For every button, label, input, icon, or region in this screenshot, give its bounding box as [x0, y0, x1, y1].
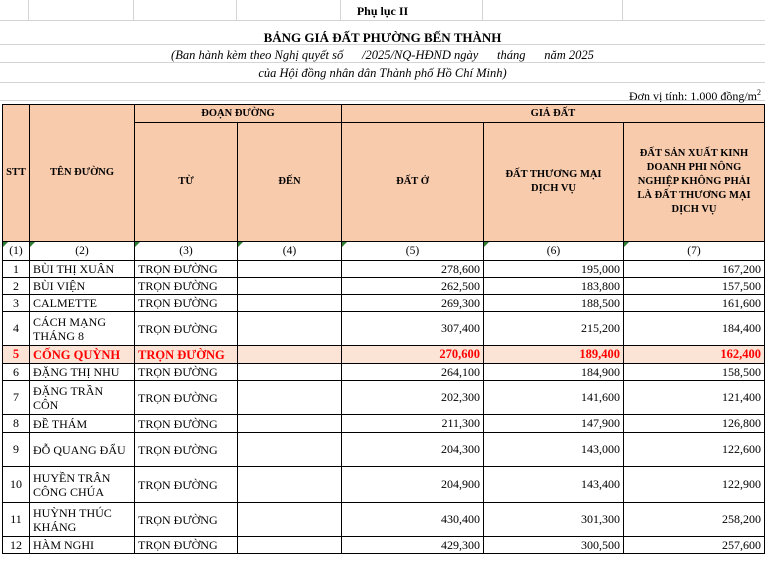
cell-dat-tmdv: 147,900 [484, 415, 624, 433]
cell-dat-tmdv: 143,400 [484, 467, 624, 503]
cell-dat-o: 307,400 [342, 312, 484, 346]
cell-dat-o: 430,400 [342, 503, 484, 537]
cell-dat-sxkd: 167,200 [624, 261, 765, 278]
cell-den [238, 381, 342, 415]
cell-dat-o: 204,300 [342, 433, 484, 467]
table-row [3, 261, 765, 278]
cell-tu: TRỌN ĐƯỜNG [135, 467, 238, 503]
cell-dat-sxkd: 122,900 [624, 467, 765, 503]
table-row-highlighted [3, 346, 765, 364]
cell-den [238, 295, 342, 312]
header-ten-duong: TÊN ĐƯỜNG [30, 105, 135, 242]
document-title: BẢNG GIÁ ĐẤT PHƯỜNG BẾN THÀNH [263, 30, 502, 45]
cell-den [238, 415, 342, 433]
header-gia-dat: GIÁ ĐẤT [342, 105, 765, 123]
header-tu: TỪ [135, 123, 238, 242]
cell-ten-duong: CỐNG QUỲNH [30, 346, 135, 364]
cell-den [238, 346, 342, 364]
cell-ten-duong: ĐẶNG TRẦN CÔN [30, 381, 135, 415]
cell-stt: 3 [3, 295, 30, 312]
cell-dat-o: 270,600 [342, 346, 484, 364]
cell-dat-tmdv: 195,000 [484, 261, 624, 278]
cell-ten-duong: BÙI VIỆN [30, 278, 135, 295]
col-number-text: (3) [179, 245, 193, 257]
cell-tu: TRỌN ĐƯỜNG [135, 415, 238, 433]
cell-dat-o: 264,100 [342, 364, 484, 381]
table-row [3, 433, 765, 467]
cell-tu: TRỌN ĐƯỜNG [135, 381, 238, 415]
unit-superscript: 2 [757, 88, 761, 97]
col-number [135, 242, 238, 261]
cell-ten-duong: HÀM NGHI [30, 537, 135, 554]
cell-ten-duong: HUỲNH THÚC KHÁNG [30, 503, 135, 537]
column-number-row [3, 242, 765, 261]
gridline [0, 82, 765, 83]
header-den: ĐẾN [238, 123, 342, 242]
header-dat-tmdv: ĐẤT THƯƠNG MẠI DỊCH VỤ [484, 123, 624, 242]
cell-dat-sxkd: 161,600 [624, 295, 765, 312]
col-number [624, 242, 765, 261]
cell-ten-duong: CALMETTE [30, 295, 135, 312]
table-row [3, 312, 765, 346]
cell-den [238, 312, 342, 346]
cell-stt: 4 [3, 312, 30, 346]
table-row [3, 364, 765, 381]
cell-ten-duong: CÁCH MẠNG THÁNG 8 [30, 312, 135, 346]
cell-den [238, 537, 342, 554]
col-number [30, 242, 135, 261]
cell-dat-sxkd: 121,400 [624, 381, 765, 415]
cell-den [238, 467, 342, 503]
cell-stt: 5 [3, 346, 30, 364]
cell-dat-o: 204,900 [342, 467, 484, 503]
table-row [3, 467, 765, 503]
cell-dat-sxkd: 122,600 [624, 433, 765, 467]
table-row [3, 295, 765, 312]
cell-dat-tmdv: 188,500 [484, 295, 624, 312]
cell-tu: TRỌN ĐƯỜNG [135, 364, 238, 381]
cell-dat-tmdv: 184,900 [484, 364, 624, 381]
table-row [3, 537, 765, 554]
cell-dat-sxkd: 257,600 [624, 537, 765, 554]
cell-tu: TRỌN ĐƯỜNG [135, 537, 238, 554]
cell-dat-tmdv: 215,200 [484, 312, 624, 346]
cell-dat-sxkd: 162,400 [624, 346, 765, 364]
unit-label [629, 88, 761, 104]
cell-stt: 8 [3, 415, 30, 433]
price-table [2, 104, 765, 554]
header-stt: STT [3, 105, 30, 242]
cell-tu: TRỌN ĐƯỜNG [135, 261, 238, 278]
document-subtitle: của Hội đồng nhân dân Thành phố Hồ Chí Minh) [258, 66, 507, 80]
appendix-label: Phụ lục II [356, 4, 409, 18]
col-number-text: (5) [405, 245, 420, 257]
cell-dat-o: 211,300 [342, 415, 484, 433]
col-number-text: (1) [9, 245, 23, 257]
cell-dat-sxkd: 258,200 [624, 503, 765, 537]
document-subtitle: (Ban hành kèm theo Nghị quyết số /2025/NQ-HĐND ngày tháng năm 2025 [171, 48, 594, 62]
table-row [3, 381, 765, 415]
cell-stt: 7 [3, 381, 30, 415]
cell-dat-o: 202,300 [342, 381, 484, 415]
cell-dat-o: 262,500 [342, 278, 484, 295]
cell-dat-sxkd: 184,400 [624, 312, 765, 346]
cell-dat-sxkd: 157,500 [624, 278, 765, 295]
cell-ten-duong: BÙI THỊ XUÂN [30, 261, 135, 278]
cell-stt: 6 [3, 364, 30, 381]
cell-stt: 1 [3, 261, 30, 278]
col-number-text: (7) [687, 245, 701, 257]
col-number [238, 242, 342, 261]
cell-dat-o: 429,300 [342, 537, 484, 554]
cell-ten-duong: ĐỀ THÁM [30, 415, 135, 433]
cell-ten-duong: HUYỀN TRÂN CÔNG CHÚA [30, 467, 135, 503]
cell-den [238, 433, 342, 467]
cell-dat-tmdv: 143,000 [484, 433, 624, 467]
col-number-text: (6) [546, 245, 561, 257]
cell-den [238, 364, 342, 381]
table-row [3, 503, 765, 537]
cell-dat-sxkd: 158,500 [624, 364, 765, 381]
col-number-text: (2) [75, 245, 89, 257]
cell-den [238, 503, 342, 537]
cell-dat-o: 269,300 [342, 295, 484, 312]
cell-ten-duong: ĐẶNG THỊ NHU [30, 364, 135, 381]
cell-tu: TRỌN ĐƯỜNG [135, 295, 238, 312]
cell-dat-sxkd: 126,800 [624, 415, 765, 433]
cell-dat-o: 278,600 [342, 261, 484, 278]
col-number [342, 242, 484, 261]
gridline [0, 20, 765, 21]
header-dat-sxkd: ĐẤT SẢN XUẤT KINH DOANH PHI NÔNG NGHIỆP KHÔNG PHẢI LÀ ĐẤT THƯƠNG MẠI DỊCH VỤ [624, 123, 765, 242]
header-dat-o: ĐẤT Ở [342, 123, 484, 242]
table-row [3, 415, 765, 433]
cell-tu: TRỌN ĐƯỜNG [135, 278, 238, 295]
cell-dat-tmdv: 301,300 [484, 503, 624, 537]
cell-stt: 11 [3, 503, 30, 537]
cell-ten-duong: ĐỖ QUANG ĐẨU [30, 433, 135, 467]
col-number [484, 242, 624, 261]
cell-dat-tmdv: 141,600 [484, 381, 624, 415]
cell-dat-tmdv: 300,500 [484, 537, 624, 554]
cell-stt: 12 [3, 537, 30, 554]
cell-den [238, 261, 342, 278]
col-number [3, 242, 30, 261]
cell-dat-tmdv: 189,400 [484, 346, 624, 364]
cell-tu: TRỌN ĐƯỜNG [135, 503, 238, 537]
cell-stt: 9 [3, 433, 30, 467]
col-number-text: (4) [282, 245, 297, 257]
cell-tu: TRỌN ĐƯỜNG [135, 346, 238, 364]
unit-text: Đơn vị tính: 1.000 đồng/m [628, 89, 757, 103]
cell-stt: 10 [3, 467, 30, 503]
table-row [3, 278, 765, 295]
cell-den [238, 278, 342, 295]
cell-stt: 2 [3, 278, 30, 295]
header-doan-duong: ĐOẠN ĐƯỜNG [135, 105, 342, 123]
cell-dat-tmdv: 183,800 [484, 278, 624, 295]
cell-tu: TRỌN ĐƯỜNG [135, 312, 238, 346]
cell-tu: TRỌN ĐƯỜNG [135, 433, 238, 467]
